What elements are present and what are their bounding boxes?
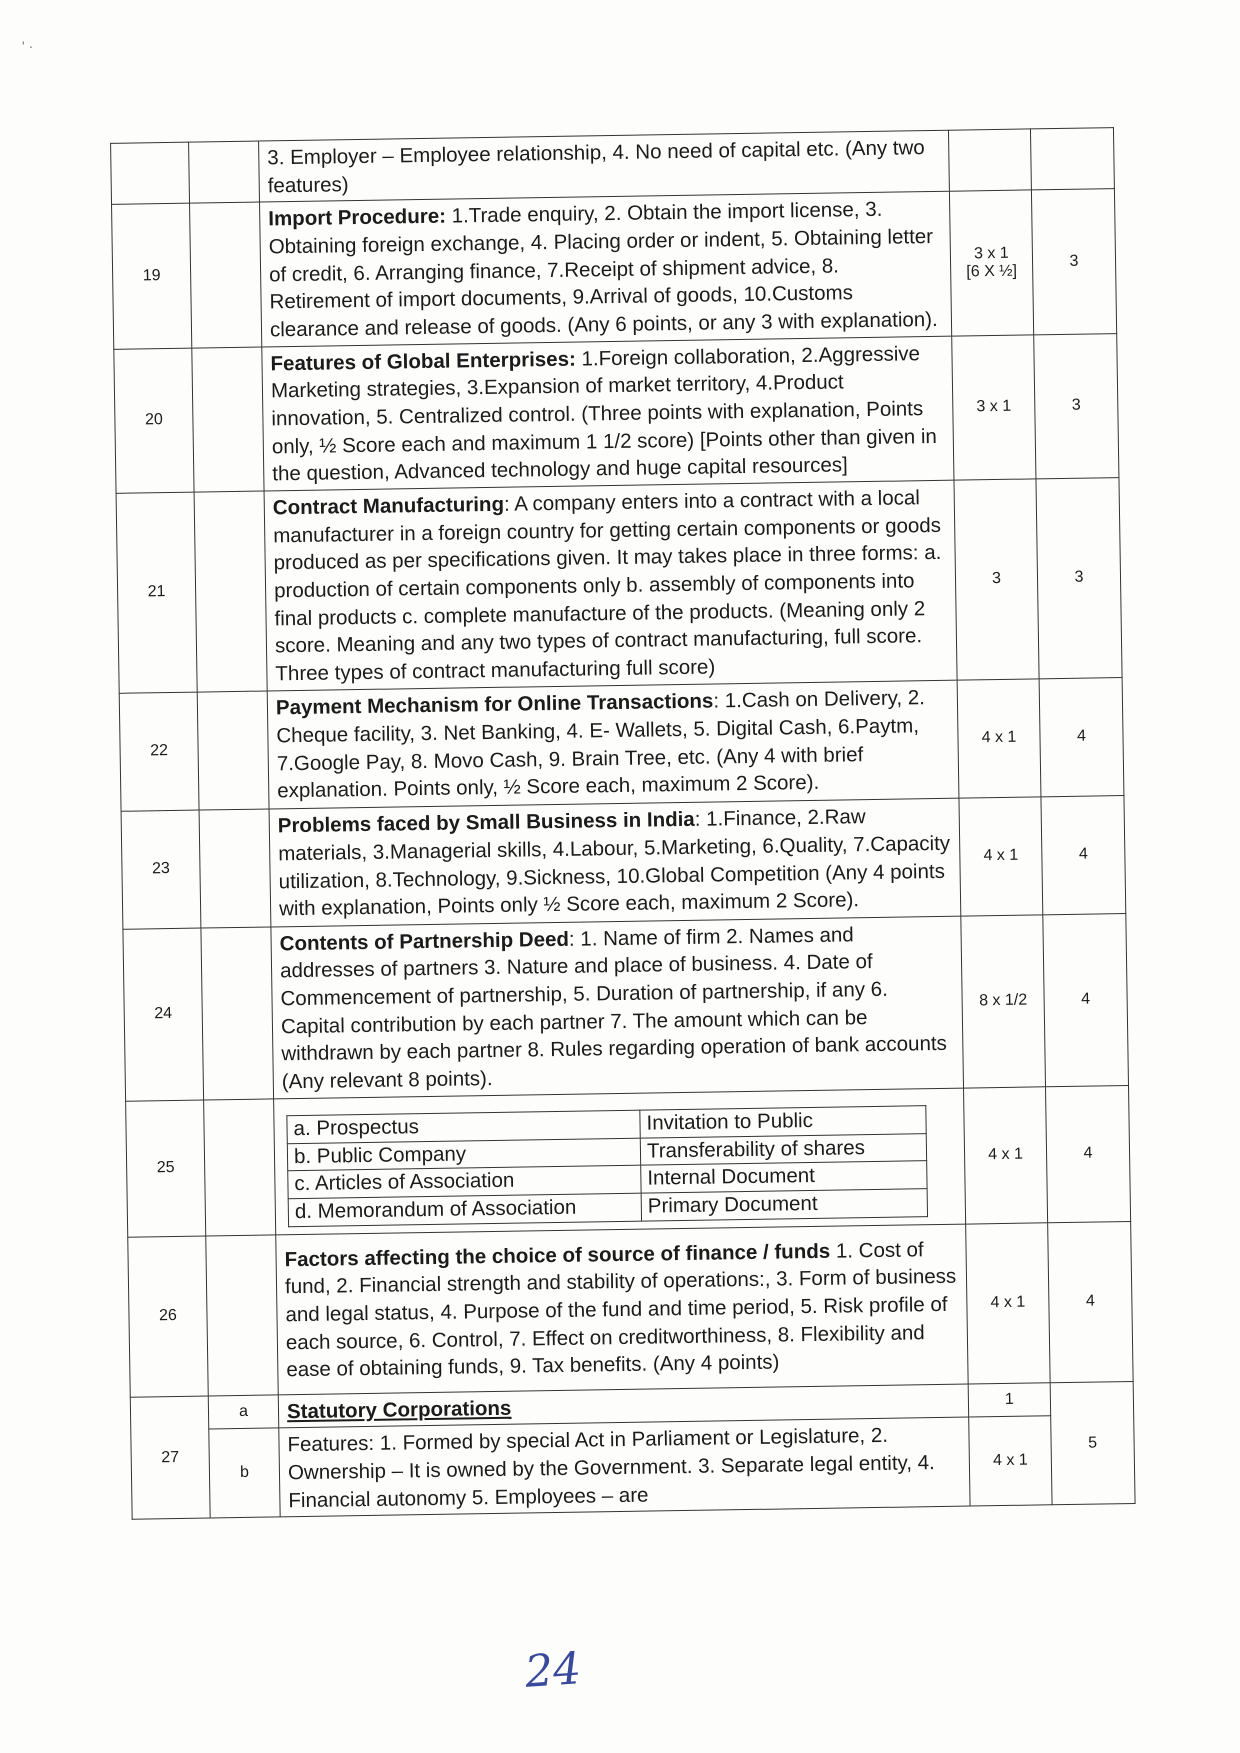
answer-text <box>260 192 952 347</box>
match-answer: Primary Document <box>641 1189 927 1221</box>
total-score: 4 <box>1046 1085 1131 1222</box>
answer-text <box>259 130 950 202</box>
question-number: 19 <box>112 203 192 349</box>
match-term: b. Public Company <box>287 1138 640 1171</box>
answer-heading: Import Procedure: <box>268 204 447 231</box>
answer-heading: Contract Manufacturing <box>272 492 505 520</box>
match-answer: Internal Document <box>641 1161 927 1193</box>
sub-question <box>204 1099 276 1236</box>
answer-heading: Contents of Partnership Deed <box>279 927 570 956</box>
sub-question <box>190 202 262 347</box>
sub-question: a <box>208 1395 279 1430</box>
sub-question <box>199 809 271 928</box>
match-table <box>286 1105 928 1227</box>
total-score: 4 <box>1039 677 1124 796</box>
scoring-scheme-table <box>110 127 1136 1520</box>
answer-body: 1.Foreign collaboration, 2.Aggressive Marketing strategies, 3.Expansion of market territory, 4.Product innovation, 5. Centralized control. (Three points with explanation, Points only, ½ Score each and maximum 1 1/2 score) [Points other than given in the question, Advanced technology and huge capital resources] <box>270 341 938 486</box>
question-number: 22 <box>119 692 199 811</box>
answer-body: 3. Employer – Employee relationship, 4. No need of capital etc. (Any two features) <box>267 136 925 198</box>
score-split: 1 <box>968 1383 1051 1418</box>
answer-text <box>276 1224 968 1395</box>
score-split: 4 x 1 <box>964 1087 1048 1224</box>
score-split: 8 x 1/2 <box>961 915 1046 1088</box>
score-split: 3 <box>954 479 1039 680</box>
handwritten-page-number: 24 <box>523 1643 583 1698</box>
table-row <box>131 1415 1135 1520</box>
table-row <box>123 913 1129 1101</box>
question-number: 25 <box>126 1100 206 1237</box>
table-row <box>126 1085 1131 1237</box>
sub-question <box>192 347 264 492</box>
question-number: 20 <box>114 348 194 494</box>
match-term: c. Articles of Association <box>288 1165 641 1198</box>
total-score <box>1030 128 1114 191</box>
table-row <box>116 478 1122 693</box>
answer-text <box>267 680 959 809</box>
total-score: 3 <box>1036 478 1122 679</box>
answer-text <box>271 916 964 1099</box>
answer-body: : A company enters into a contract with a local manufacturer in a foreign country for getting certain components or goods produced as per specifications given. It may takes place in three forms: a. production of certain components only b. assembly of components into final products c. complete manufacture of the products. (Meaning only 2 score. Meaning and any two types of contract manufacturing, full score. Three types of contract manufacturing full score) <box>273 486 942 686</box>
question-number: 24 <box>123 928 204 1101</box>
answer-text: Features: 1. Formed by special Act in Parliament or Legislature, 2. Ownership – It is owned by the Government. 3. Separate legal entity, 4. Financial autonomy 5. Employees – are <box>279 1418 970 1518</box>
answer-heading: Statutory Corporations <box>286 1396 512 1424</box>
answer-body: : 1.Finance, 2.Raw materials, 3.Managerial skills, 4.Labour, 5.Marketing, 6.Quality, 7.Capacity utilization, 8.Technology, 9.Sickness, 10.Global Competition (Any 4 points with explanation, Points only ½ Score each, maximum 2 Score). <box>278 805 951 921</box>
question-number: 26 <box>128 1236 209 1397</box>
question-number: 21 <box>116 492 197 693</box>
total-score: 3 <box>1031 189 1116 335</box>
sub-question <box>206 1235 279 1396</box>
answer-body: : 1. Name of firm 2. Names and addresses of partners 3. Nature and place of business. 4. Date of Commencement of partnership, 5. Duration of partnership, if any 6. Capital contribution by each partner 7. The amount which can be withdrawn by each partner 8. Rules regarding operation of bank accounts (Any relevant 8 points). <box>279 923 948 1094</box>
score-split <box>948 129 1031 192</box>
table-row <box>128 1221 1133 1397</box>
sub-question <box>189 141 260 203</box>
score-split: 4 x 1 <box>969 1416 1052 1506</box>
answer-body: 1. Cost of fund, 2. Financial strength and stability of operations:, 3. Form of business and legal status, 4. Purpose of the fund and time period, 5. Risk profile of each source, 6. Control, 7. Effect on creditworthiness, 8. Flexibility and ease of obtaining funds, 9. Tax benefits. (Any 4 points) <box>284 1237 957 1382</box>
total-score: 4 <box>1048 1221 1134 1382</box>
question-number: 23 <box>121 810 201 929</box>
answer-body: : 1.Cash on Delivery, 2. Cheque facility, 3. Net Banking, 4. E- Wallets, 5. Digital Cash, 6.Paytm, 7.Google Pay, 8. Movo Cash, 9. Brain Tree, etc. (Any 4 with brief explanation. Points only, ½ Score each, maximum 2 Score). <box>276 686 926 803</box>
table-row <box>112 189 1117 349</box>
table-row <box>121 795 1126 929</box>
total-score: 4 <box>1041 795 1126 914</box>
answer-text <box>262 336 954 491</box>
match-answer: Invitation to Public <box>640 1106 926 1138</box>
answer-text <box>269 798 961 927</box>
total-score: 4 <box>1043 913 1129 1086</box>
answer-text <box>264 480 957 691</box>
sub-question <box>194 491 267 692</box>
match-answer: Transferability of shares <box>640 1133 926 1165</box>
total-score: 5 <box>1050 1381 1135 1505</box>
score-split: 3 x 1 [6 X ½] <box>949 190 1033 336</box>
answer-body: 1.Trade enquiry, 2. Obtain the import license, 3. Obtaining foreign exchange, 4. Placing order or indent, 5. Obtaining letter of credit, 6. Arranging finance, 7.Receipt of shipment advice, 8. Retirement of import documents, 9.Arrival of goods, 10.Customs clearance and release of goods. (Any 6 points, or any 3 with explanation). <box>268 198 938 342</box>
table-row <box>114 333 1119 493</box>
answer-heading: Problems faced by Small Business in India <box>277 808 695 838</box>
total-score: 3 <box>1034 333 1119 479</box>
answer-heading: Factors affecting the choice of source of finance / funds <box>284 1239 831 1271</box>
score-split: 3 x 1 <box>952 335 1036 481</box>
score-split: 4 x 1 <box>959 797 1043 916</box>
answer-text <box>274 1088 966 1235</box>
match-term: d. Memorandum of Association <box>288 1193 641 1226</box>
answer-heading: Payment Mechanism for Online Transactions <box>275 689 714 720</box>
sub-question: b <box>209 1428 280 1518</box>
question-number <box>111 142 190 205</box>
score-split: 4 x 1 <box>966 1223 1051 1384</box>
table-row <box>119 677 1124 811</box>
answer-heading: Features of Global Enterprises: <box>270 347 577 376</box>
sub-question <box>197 691 269 810</box>
score-split: 4 x 1 <box>957 679 1041 798</box>
corner-mark: ' · <box>22 38 34 54</box>
question-number: 27 <box>130 1396 210 1520</box>
sub-question <box>201 927 274 1100</box>
match-term: a. Prospectus <box>287 1110 640 1143</box>
